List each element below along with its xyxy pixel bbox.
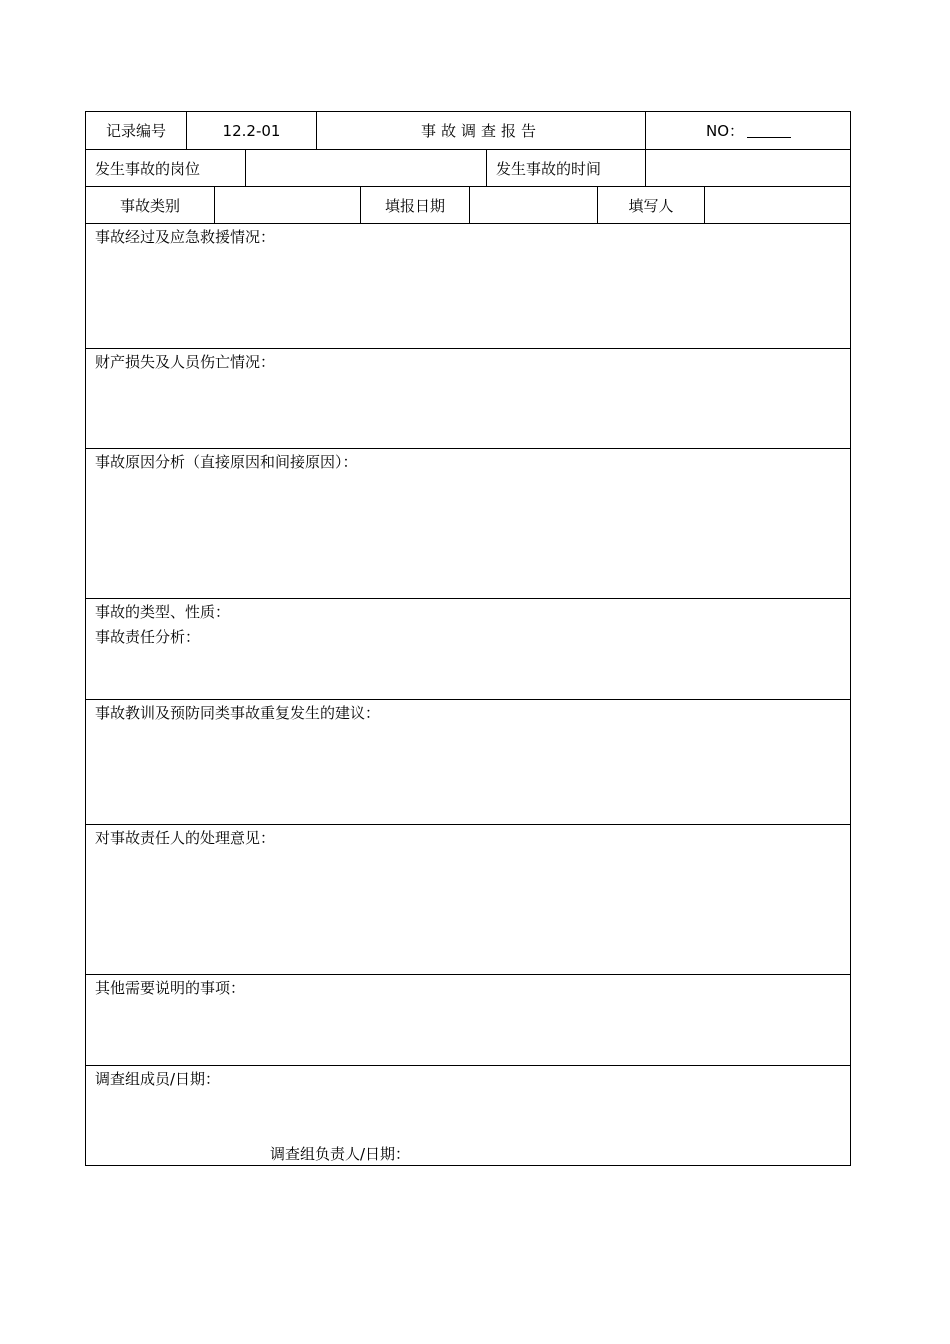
cause-section[interactable]: [86, 449, 850, 599]
leader-label: 调查组负责人/日期：: [270, 1145, 411, 1163]
process-section[interactable]: [86, 224, 850, 349]
category-label-cell: [86, 187, 215, 223]
category-label: 事故类别: [119, 196, 180, 215]
report-date-value-cell[interactable]: [470, 187, 598, 223]
time-value-cell[interactable]: [646, 150, 851, 186]
other-section[interactable]: [86, 975, 850, 1066]
category-date-filler-row: [86, 187, 850, 224]
record-number-value: 12.2-01: [222, 121, 281, 140]
filler-label: 填写人: [628, 196, 674, 215]
cause-label: 事故原因分析（直接原因和间接原因）：: [95, 453, 358, 471]
filler-label-cell: [598, 187, 705, 223]
type-responsibility-section[interactable]: [86, 599, 850, 700]
type-nature-label: 事故的类型、性质：: [95, 603, 231, 621]
post-label-cell: [86, 150, 246, 186]
post-label: 发生事故的岗位: [95, 159, 201, 178]
title-cell: [317, 112, 646, 149]
lessons-label: 事故教训及预防同类事故重复发生的建议：: [95, 704, 381, 722]
lessons-section[interactable]: [86, 700, 850, 825]
loss-section[interactable]: [86, 349, 850, 449]
page-title: 事故调查报告: [420, 122, 541, 140]
time-label: 发生事故的时间: [496, 159, 602, 178]
no-label: NO：: [705, 122, 745, 140]
filler-value-cell[interactable]: [705, 187, 851, 223]
record-number-value-cell: [187, 112, 317, 149]
signature-section[interactable]: [86, 1066, 850, 1165]
header-row: [86, 112, 850, 150]
loss-label: 财产损失及人员伤亡情况：: [95, 353, 276, 371]
responsibility-label: 事故责任分析：: [95, 628, 201, 646]
record-number-label: 记录编号: [105, 122, 166, 140]
members-label: 调查组成员/日期：: [95, 1070, 221, 1088]
post-time-row: [86, 150, 850, 187]
other-label: 其他需要说明的事项：: [95, 979, 246, 997]
time-label-cell: [487, 150, 646, 186]
post-value-cell[interactable]: [246, 150, 487, 186]
process-label: 事故经过及应急救援情况：: [95, 228, 276, 246]
no-cell: [646, 112, 851, 149]
category-value-cell[interactable]: [215, 187, 361, 223]
record-number-label-cell: [86, 112, 187, 149]
report-date-label-cell: [361, 187, 470, 223]
no-blank-field[interactable]: [747, 123, 791, 138]
accident-report-form: [85, 111, 851, 1166]
report-date-label: 填报日期: [384, 196, 445, 215]
handling-label: 对事故责任人的处理意见：: [95, 829, 276, 847]
handling-section[interactable]: [86, 825, 850, 975]
